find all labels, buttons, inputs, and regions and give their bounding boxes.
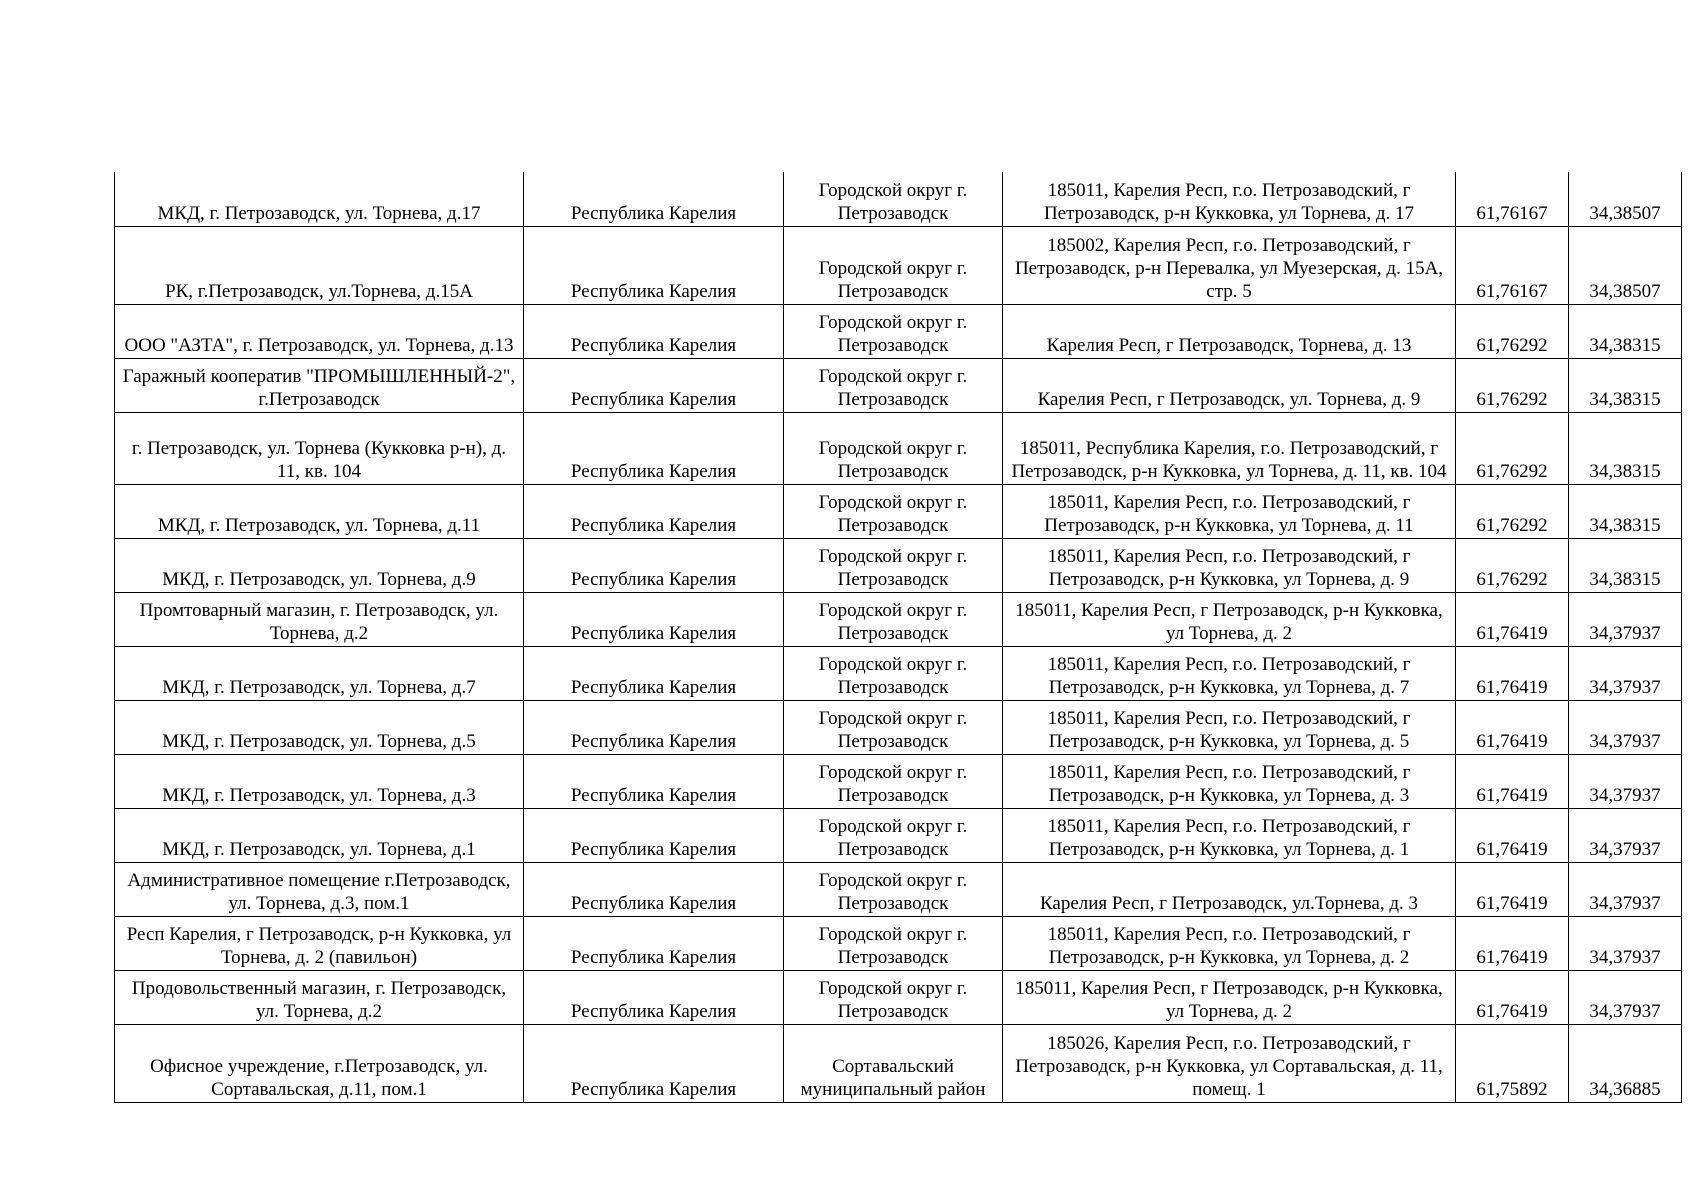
table-row	[115, 172, 1682, 226]
municipality-cell: Городской округ г. Петрозаводск	[784, 808, 1003, 862]
longitude-cell: 34,36885	[1569, 1024, 1682, 1102]
address-cell: Карелия Респ, г Петрозаводск, ул.Торнева, д. 3	[1003, 862, 1456, 916]
table-row	[115, 754, 1682, 808]
latitude-cell: 61,76419	[1456, 970, 1569, 1024]
table-row	[115, 538, 1682, 592]
latitude-cell: 61,76419	[1456, 592, 1569, 646]
latitude-cell: 61,76419	[1456, 862, 1569, 916]
object-name-cell: Административное помещение г.Петрозаводск, ул. Торнева, д.3, пом.1	[115, 862, 524, 916]
object-name-cell: г. Петрозаводск, ул. Торнева (Кукковка р-н), д. 11, кв. 104	[115, 412, 524, 484]
municipality-cell: Городской округ г. Петрозаводск	[784, 646, 1003, 700]
region-cell: Республика Карелия	[524, 304, 784, 358]
table-row	[115, 592, 1682, 646]
table-row	[115, 862, 1682, 916]
latitude-cell: 61,76419	[1456, 646, 1569, 700]
latitude-cell: 61,76292	[1456, 358, 1569, 412]
municipality-cell: Городской округ г. Петрозаводск	[784, 970, 1003, 1024]
latitude-cell: 61,76167	[1456, 172, 1569, 226]
address-cell: 185011, Карелия Респ, г.о. Петрозаводский, г Петрозаводск, р-н Кукковка, ул Торнева, д. 17	[1003, 172, 1456, 226]
table-row	[115, 916, 1682, 970]
municipality-cell: Городской округ г. Петрозаводск	[784, 754, 1003, 808]
object-name-cell: МКД, г. Петрозаводск, ул. Торнева, д.5	[115, 700, 524, 754]
region-cell: Республика Карелия	[524, 484, 784, 538]
municipality-cell: Городской округ г. Петрозаводск	[784, 412, 1003, 484]
region-cell: Республика Карелия	[524, 754, 784, 808]
object-name-cell: Продовольственный магазин, г. Петрозаводск, ул. Торнева, д.2	[115, 970, 524, 1024]
latitude-cell: 61,76292	[1456, 304, 1569, 358]
municipality-cell: Городской округ г. Петрозаводск	[784, 862, 1003, 916]
table-row	[115, 358, 1682, 412]
table-row	[115, 700, 1682, 754]
table-row	[115, 808, 1682, 862]
address-cell: Карелия Респ, г Петрозаводск, Торнева, д. 13	[1003, 304, 1456, 358]
municipality-cell: Городской округ г. Петрозаводск	[784, 304, 1003, 358]
address-cell: 185002, Карелия Респ, г.о. Петрозаводский, г Петрозаводск, р-н Перевалка, ул Муезерская, д. 15А, стр. 5	[1003, 226, 1456, 304]
latitude-cell: 61,76292	[1456, 538, 1569, 592]
latitude-cell: 61,76419	[1456, 916, 1569, 970]
longitude-cell: 34,38507	[1569, 226, 1682, 304]
longitude-cell: 34,38315	[1569, 484, 1682, 538]
longitude-cell: 34,37937	[1569, 700, 1682, 754]
municipality-cell: Городской округ г. Петрозаводск	[784, 484, 1003, 538]
table-row	[115, 970, 1682, 1024]
table-row	[115, 226, 1682, 304]
municipality-cell: Городской округ г. Петрозаводск	[784, 226, 1003, 304]
table-row	[115, 646, 1682, 700]
longitude-cell: 34,37937	[1569, 592, 1682, 646]
latitude-cell: 61,76292	[1456, 484, 1569, 538]
address-cell: 185011, Карелия Респ, г Петрозаводск, р-н Кукковка, ул Торнева, д. 2	[1003, 592, 1456, 646]
municipality-cell: Сортавальский муниципальный район	[784, 1024, 1003, 1102]
longitude-cell: 34,37937	[1569, 970, 1682, 1024]
region-cell: Республика Карелия	[524, 808, 784, 862]
longitude-cell: 34,37937	[1569, 916, 1682, 970]
object-name-cell: Офисное учреждение, г.Петрозаводск, ул. Сортавальская, д.11, пом.1	[115, 1024, 524, 1102]
object-name-cell: МКД, г. Петрозаводск, ул. Торнева, д.7	[115, 646, 524, 700]
region-cell: Республика Карелия	[524, 412, 784, 484]
object-name-cell: МКД, г. Петрозаводск, ул. Торнева, д.3	[115, 754, 524, 808]
object-name-cell: РК, г.Петрозаводск, ул.Торнева, д.15А	[115, 226, 524, 304]
longitude-cell: 34,37937	[1569, 862, 1682, 916]
object-name-cell: Респ Карелия, г Петрозаводск, р-н Кукковка, ул Торнева, д. 2 (павильон)	[115, 916, 524, 970]
latitude-cell: 61,76292	[1456, 412, 1569, 484]
address-cell: 185011, Карелия Респ, г.о. Петрозаводский, г Петрозаводск, р-н Кукковка, ул Торнева, д. 9	[1003, 538, 1456, 592]
municipality-cell: Городской округ г. Петрозаводск	[784, 172, 1003, 226]
latitude-cell: 61,76419	[1456, 754, 1569, 808]
region-cell: Республика Карелия	[524, 862, 784, 916]
longitude-cell: 34,38315	[1569, 538, 1682, 592]
address-cell: 185011, Карелия Респ, г.о. Петрозаводский, г Петрозаводск, р-н Кукковка, ул Торнева, д. 1	[1003, 808, 1456, 862]
table-row	[115, 484, 1682, 538]
object-name-cell: МКД, г. Петрозаводск, ул. Торнева, д.1	[115, 808, 524, 862]
latitude-cell: 61,76167	[1456, 226, 1569, 304]
municipality-cell: Городской округ г. Петрозаводск	[784, 538, 1003, 592]
municipality-cell: Городской округ г. Петрозаводск	[784, 916, 1003, 970]
latitude-cell: 61,75892	[1456, 1024, 1569, 1102]
object-name-cell: ООО "АЗТА", г. Петрозаводск, ул. Торнева, д.13	[115, 304, 524, 358]
longitude-cell: 34,38315	[1569, 358, 1682, 412]
object-name-cell: Гаражный кооператив "ПРОМЫШЛЕННЫЙ-2", г.Петрозаводск	[115, 358, 524, 412]
longitude-cell: 34,37937	[1569, 808, 1682, 862]
region-cell: Республика Карелия	[524, 1024, 784, 1102]
address-cell: 185011, Карелия Респ, г.о. Петрозаводский, г Петрозаводск, р-н Кукковка, ул Торнева, д. 7	[1003, 646, 1456, 700]
address-cell: 185026, Карелия Респ, г.о. Петрозаводский, г Петрозаводск, р-н Кукковка, ул Сортавальская, д. 11, помещ. 1	[1003, 1024, 1456, 1102]
municipality-cell: Городской округ г. Петрозаводск	[784, 358, 1003, 412]
address-cell: 185011, Карелия Респ, г.о. Петрозаводский, г Петрозаводск, р-н Кукковка, ул Торнева, д. 5	[1003, 700, 1456, 754]
latitude-cell: 61,76419	[1456, 700, 1569, 754]
region-cell: Республика Карелия	[524, 970, 784, 1024]
longitude-cell: 34,37937	[1569, 646, 1682, 700]
object-name-cell: МКД, г. Петрозаводск, ул. Торнева, д.11	[115, 484, 524, 538]
municipality-cell: Городской округ г. Петрозаводск	[784, 592, 1003, 646]
region-cell: Республика Карелия	[524, 172, 784, 226]
table-row	[115, 304, 1682, 358]
region-cell: Республика Карелия	[524, 700, 784, 754]
address-cell: Карелия Респ, г Петрозаводск, ул. Торнева, д. 9	[1003, 358, 1456, 412]
address-cell: 185011, Республика Карелия, г.о. Петрозаводский, г Петрозаводск, р-н Кукковка, ул Торнева, д. 11, кв. 104	[1003, 412, 1456, 484]
object-name-cell: Промтоварный магазин, г. Петрозаводск, ул. Торнева, д.2	[115, 592, 524, 646]
region-cell: Республика Карелия	[524, 592, 784, 646]
region-cell: Республика Карелия	[524, 916, 784, 970]
region-cell: Республика Карелия	[524, 358, 784, 412]
address-cell: 185011, Карелия Респ, г.о. Петрозаводский, г Петрозаводск, р-н Кукковка, ул Торнева, д. 2	[1003, 916, 1456, 970]
table-row	[115, 1024, 1682, 1102]
region-cell: Республика Карелия	[524, 646, 784, 700]
address-table	[114, 172, 1682, 1103]
object-name-cell: МКД, г. Петрозаводск, ул. Торнева, д.9	[115, 538, 524, 592]
region-cell: Республика Карелия	[524, 538, 784, 592]
object-name-cell: МКД, г. Петрозаводск, ул. Торнева, д.17	[115, 172, 524, 226]
longitude-cell: 34,38315	[1569, 304, 1682, 358]
region-cell: Республика Карелия	[524, 226, 784, 304]
longitude-cell: 34,38507	[1569, 172, 1682, 226]
address-cell: 185011, Карелия Респ, г.о. Петрозаводский, г Петрозаводск, р-н Кукковка, ул Торнева, д. 11	[1003, 484, 1456, 538]
municipality-cell: Городской округ г. Петрозаводск	[784, 700, 1003, 754]
longitude-cell: 34,38315	[1569, 412, 1682, 484]
latitude-cell: 61,76419	[1456, 808, 1569, 862]
address-cell: 185011, Карелия Респ, г.о. Петрозаводский, г Петрозаводск, р-н Кукковка, ул Торнева, д. 3	[1003, 754, 1456, 808]
table-row	[115, 412, 1682, 484]
address-cell: 185011, Карелия Респ, г Петрозаводск, р-н Кукковка, ул Торнева, д. 2	[1003, 970, 1456, 1024]
longitude-cell: 34,37937	[1569, 754, 1682, 808]
address-table-body	[115, 172, 1682, 1102]
